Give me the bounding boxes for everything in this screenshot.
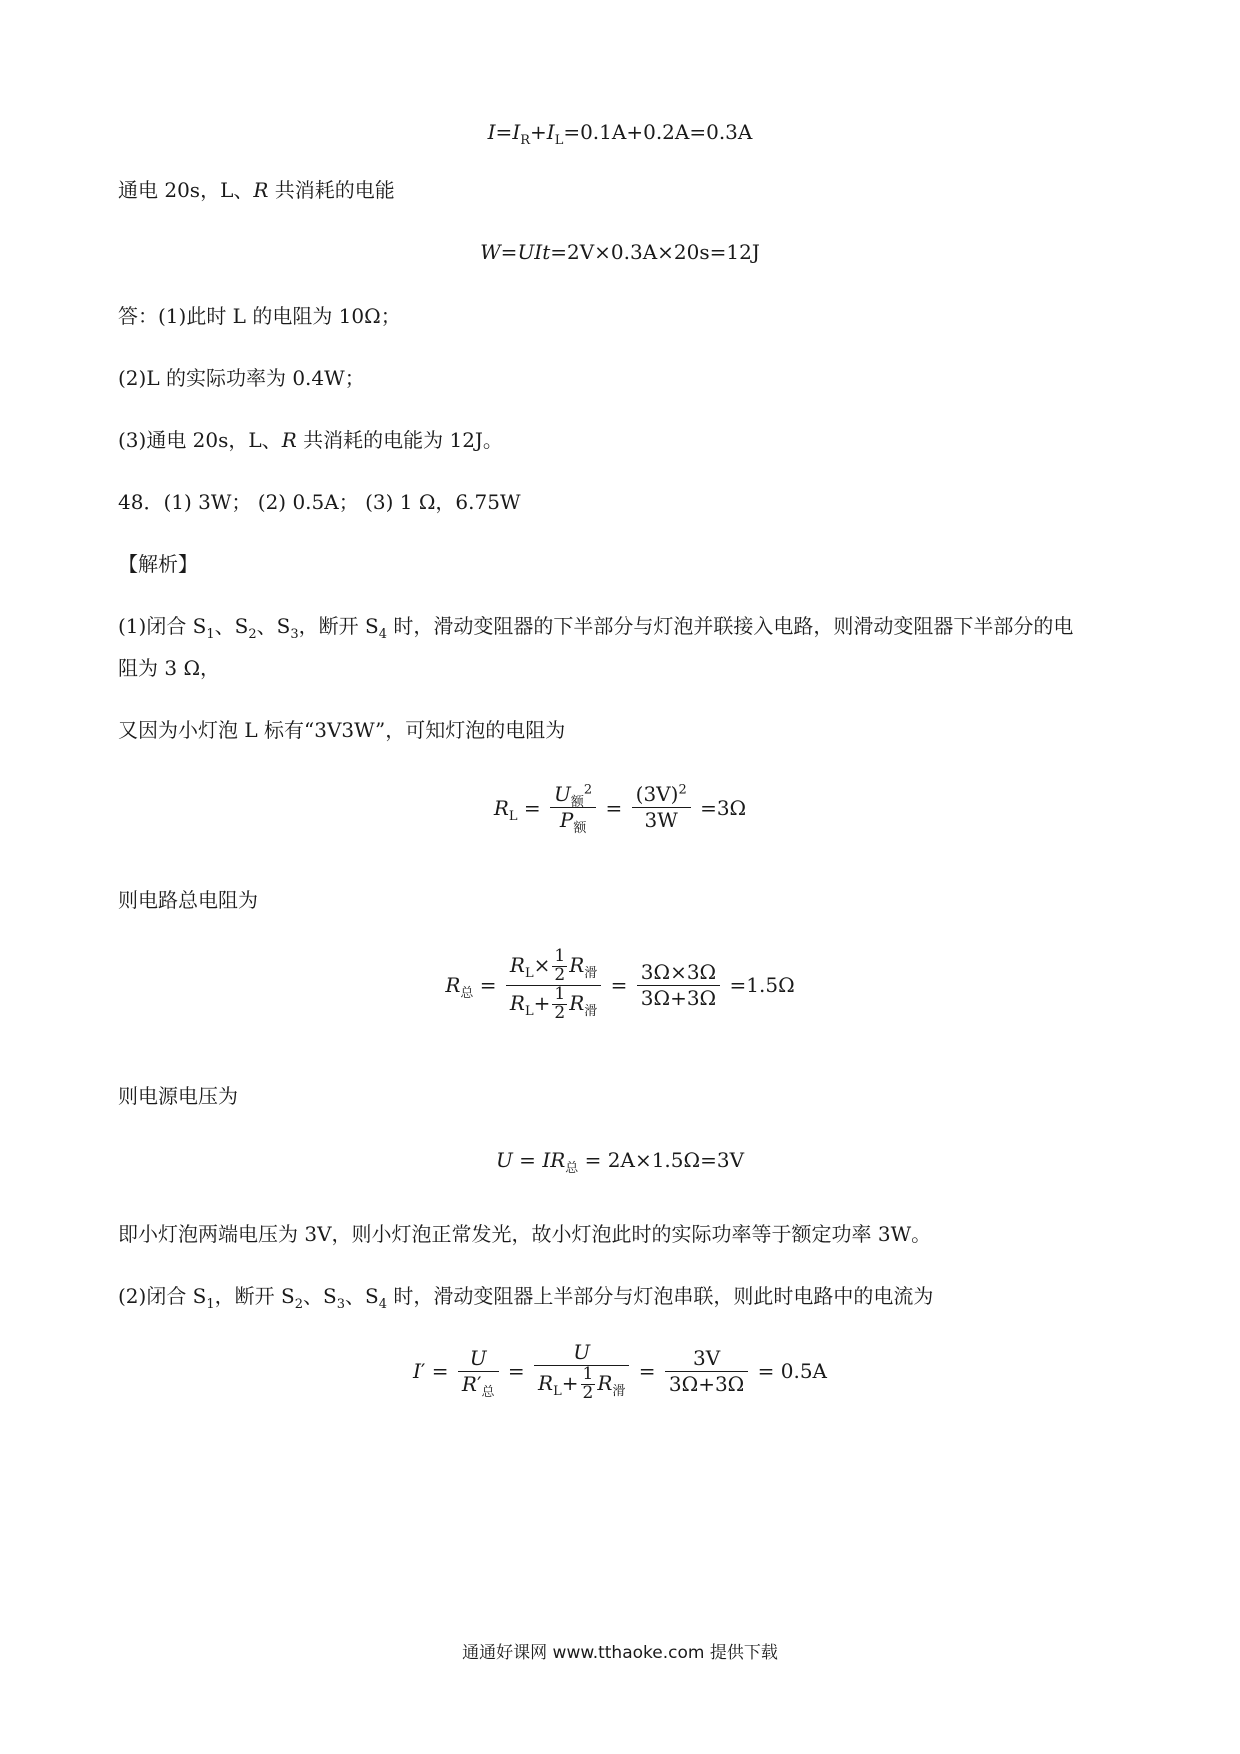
eq-energy: W=UIt=2V×0.3A×20s=12J (480, 240, 760, 264)
eq-source-voltage: $U = IR_总 = 2A\times 1.5\Omega=3V$ (495, 1148, 745, 1176)
fraction-values: $\frac{(3V)^2}{3W}$ (632, 782, 691, 833)
fraction-rated: $\frac{U_额^2}{P_额}$ (550, 782, 596, 833)
fraction-u-over-r: $\frac{U}{R'_总}$ (458, 1346, 499, 1397)
fraction-series-values: $\frac{3V}{3\Omega+3\Omega}$ (665, 1346, 748, 1397)
eq-series-current: I′ = $\frac{U}{R'_总}$ = U $R_L+$ $\frac{1}{2}$ $R_滑$ = $\frac{3V}{3\Omega+3\Omega}$ = 0.5A (412, 1340, 827, 1403)
analysis-title: 【解析】 (118, 552, 198, 576)
fraction-parallel-values: $\frac{3\Omega\times 3\Omega}{3\Omega+3\Omega}$ (637, 960, 720, 1011)
answer-3: (3)通电 20s，L、R 共消耗的电能为 12J。 (118, 428, 503, 452)
total-resistance-line: 则电路总电阻为 (118, 888, 258, 912)
fraction-series: U $R_L+$ $\frac{1}{2}$ $R_滑$ (534, 1340, 629, 1403)
eq-current-total: $I=I_R+I_L=0.1A+0.2A=0.3A$ (487, 120, 753, 148)
part1-line2: 阻为 3 Ω， (118, 656, 221, 680)
lamp-rating-line: 又因为小灯泡 L 标有“3V3W”，可知灯泡的电阻为 (118, 718, 566, 742)
eq-total-resistance: $R_总$ = $R_L\times$ $\frac{1}{2}$ $R_滑$ $R_L+$ $\frac{1}{2}$ $R_滑$ = $\frac{3\Omega\times 3\Omega}{3\Omega+3\Omega}$ =1.5Ω (445, 946, 795, 1023)
part1-line1: (1)闭合 $S_1$、$S_2$、$S_3$，断开 $S_4$ 时，滑动变阻器的下半部分与灯泡并联接入电路，则滑动变阻器下半部分的电 (118, 614, 1074, 642)
energy-intro-line: 通电 20s，L、R 共消耗的电能 (118, 178, 395, 202)
fraction-parallel: $R_L\times$ $\frac{1}{2}$ $R_滑$ $R_L+$ $\frac{1}{2}$ $R_滑$ (506, 948, 601, 1022)
question-48-answer: 48．(1) 3W； (2) 0.5A； (3) 1 Ω，6.75W (118, 490, 521, 514)
page-footer: 通通好课网 www.tthaoke.com 提供下载 (462, 1643, 778, 1663)
voltage-line: 则电源电压为 (118, 1084, 238, 1108)
eq-lamp-resistance: $R_L$ = $\frac{U_额^2}{P_额}$ = $\frac{(3V)^2}{3W}$ =3Ω (493, 782, 747, 836)
voltage-conclusion: 即小灯泡两端电压为 3V，则小灯泡正常发光，故小灯泡此时的实际功率等于额定功率 3W。 (118, 1222, 932, 1246)
answer-2: (2)L 的实际功率为 0.4W； (118, 366, 365, 390)
answer-1: 答：(1)此时 L 的电阻为 10Ω； (118, 304, 401, 328)
part2-line1: (2)闭合 $S_1$，断开 $S_2$、$S_3$、$S_4$ 时，滑动变阻器上半部分与灯泡串联，则此时电路中的电流为 (118, 1284, 934, 1312)
